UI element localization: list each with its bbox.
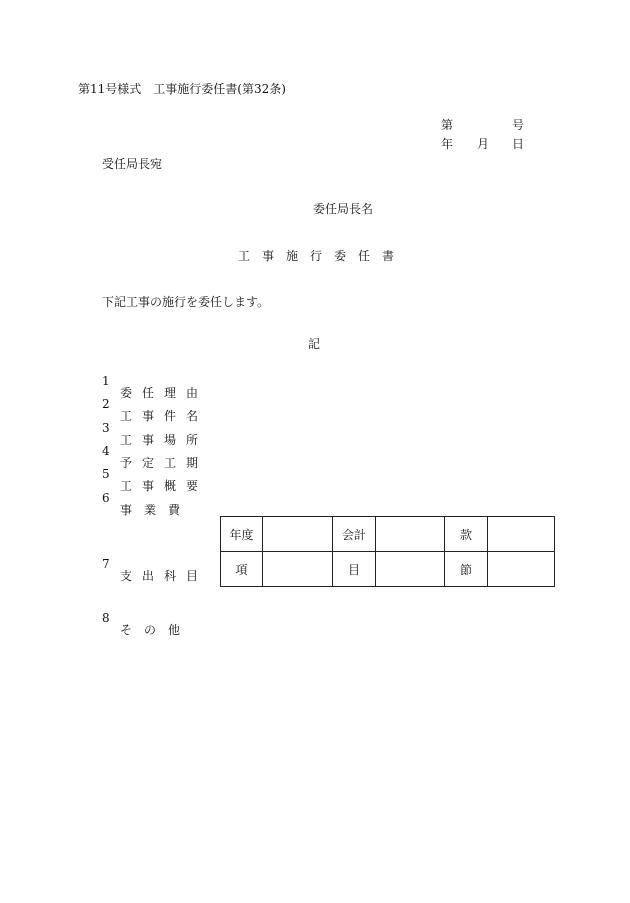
item-label: そ の 他: [120, 623, 181, 637]
form-title: 第11号様式 工事施行委任書(第32条): [78, 82, 286, 96]
cell-label-kou: 項: [221, 552, 263, 587]
list-item: [0, 546, 209, 594]
item-number: 1: [102, 374, 110, 388]
number-label-gou: 号: [512, 118, 525, 132]
cell-label-kaikei: 会計: [333, 517, 376, 552]
cell-value-kan: [488, 517, 555, 552]
cell-value-kaikei: [376, 517, 445, 552]
cell-value-kou: [263, 552, 333, 587]
cell-value-moku: [376, 552, 445, 587]
ki-heading: 記: [308, 337, 321, 351]
item-number: 5: [102, 467, 110, 481]
date-label-year: 年: [441, 137, 454, 151]
body-text: 下記工事の施行を委任します。: [102, 295, 270, 309]
item-number: 2: [102, 397, 110, 411]
item-label: 支出科目: [120, 569, 209, 583]
item-number: 4: [102, 444, 110, 458]
item-number: 6: [102, 491, 110, 505]
item-number: 8: [102, 611, 110, 625]
cell-label-moku: 目: [333, 552, 376, 587]
item-label: 工事場所: [120, 433, 209, 447]
budget-table: [220, 516, 555, 587]
item-label: 委任理由: [120, 386, 209, 400]
addressee: 受任局長宛: [102, 157, 163, 171]
item-number: 7: [102, 557, 110, 571]
item-label: 工事概要: [120, 479, 209, 493]
cell-label-kan: 款: [445, 517, 488, 552]
cell-value-setsu: [488, 552, 555, 587]
list-item: [0, 600, 181, 648]
document-title: 工 事 施 行 委 任 書: [238, 249, 395, 263]
table-row: [221, 552, 555, 587]
table-row: [221, 517, 555, 552]
delegator-name: 委任局長名: [313, 202, 374, 216]
cell-label-nendo: 年度: [221, 517, 263, 552]
item-label: 工事件名: [120, 409, 209, 423]
date-label-month: 月: [477, 137, 490, 151]
item-number: 3: [102, 421, 110, 435]
cell-value-nendo: [263, 517, 333, 552]
date-label-day: 日: [512, 137, 525, 151]
number-label-dai: 第: [441, 118, 454, 132]
item-label: 事 業 費: [120, 503, 181, 517]
item-label: 予定工期: [120, 456, 209, 470]
cell-label-setsu: 節: [445, 552, 488, 587]
